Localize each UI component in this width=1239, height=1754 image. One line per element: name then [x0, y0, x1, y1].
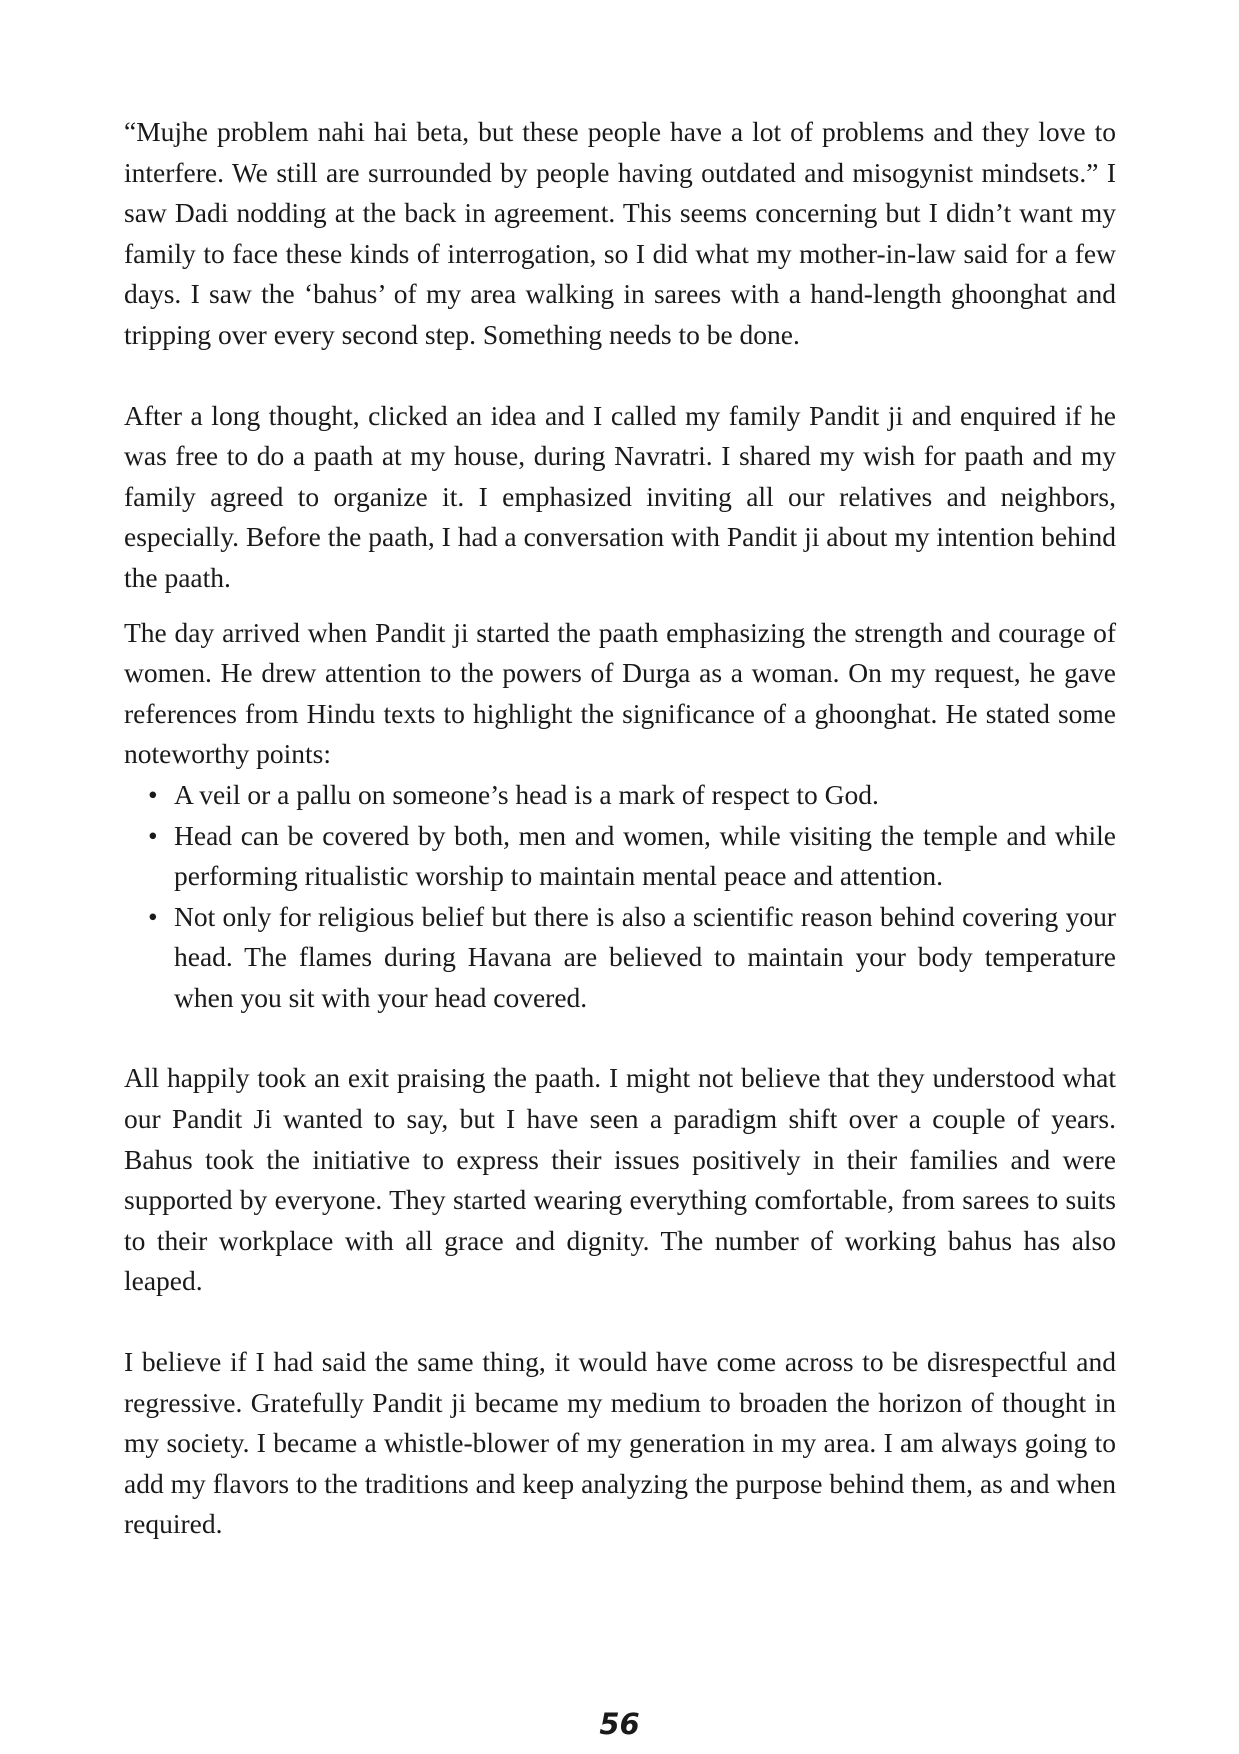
bullet-text: A veil or a pallu on someone’s head is a mark of respect to God.: [174, 778, 879, 810]
paragraph-1: “Mujhe problem nahi hai beta, but these people have a lot of problems and they love to interfere. We still are surrounded by people having outdated and misogynist mindsets.” I saw Dadi nodding at the back in agreement. This seems concerning but I didn’t want my family to face these kinds of interrogation, so I did what my mother-in-law said for a few days. I saw the ‘bahus’ of my area walking in sarees with a hand-length ghoonghat and tripping over every second step. Something needs to be done.: [124, 116, 1116, 350]
bullet-item: [124, 775, 1116, 816]
paragraph-spacer: [124, 1302, 1116, 1342]
paragraph-spacer: [124, 599, 1116, 613]
bullet-dot-icon: •: [148, 819, 158, 851]
bullet-text: Not only for religious belief but there is also a scientific reason behind covering your head. The flames during Havana are believed to maintain your body temperature when you sit with your head covered.: [174, 900, 1116, 1013]
bullet-item: [124, 816, 1116, 897]
paragraph-4: All happily took an exit praising the paath. I might not believe that they understood what our Pandit Ji wanted to say, but I have seen a paradigm shift over a couple of years. Bahus took the initiative to express their issues positively in their families and were supported by everyone. They started wearing everything comfortable, from sarees to suits to their workplace with all grace and dignity. The number of working bahus has also leaped.: [124, 1062, 1116, 1297]
bullet-text: Head can be covered by both, men and women, while visiting the temple and while performing ritualistic worship to maintain mental peace and attention.: [174, 819, 1116, 892]
bullet-list: [124, 775, 1116, 1019]
paragraph-2: After a long thought, clicked an idea and I called my family Pandit ji and enquired if he was free to do a paath at my house, during Navratri. I shared my wish for paath and my family agreed to organize it. I emphasized inviting all our relatives and neighbors, especially. Before the paath, I had a conversation with Pandit ji about my intention behind the paath.: [124, 399, 1116, 593]
page-number: 56: [599, 1707, 640, 1741]
bullet-dot-icon: •: [148, 778, 158, 810]
page-body: [124, 112, 1116, 1545]
paragraph-5: I believe if I had said the same thing, it would have come across to be disrespectful and regressive. Gratefully Pandit ji became my medium to broaden the horizon of thought in my society. I became a whistle-blower of my generation in my area. I am always going to add my flavors to the traditions and keep analyzing the purpose behind them, as and when required.: [124, 1346, 1116, 1540]
paragraph-spacer: [124, 356, 1116, 396]
paragraph-3: The day arrived when Pandit ji started the paath emphasizing the strength and courage of women. He drew attention to the powers of Durga as a woman. On my request, he gave references from Hindu texts to highlight the significance of a ghoonghat. He stated some noteworthy points:: [124, 616, 1116, 770]
bullet-item: [124, 897, 1116, 1019]
paragraph-spacer: [124, 1018, 1116, 1058]
bullet-dot-icon: •: [148, 900, 158, 932]
